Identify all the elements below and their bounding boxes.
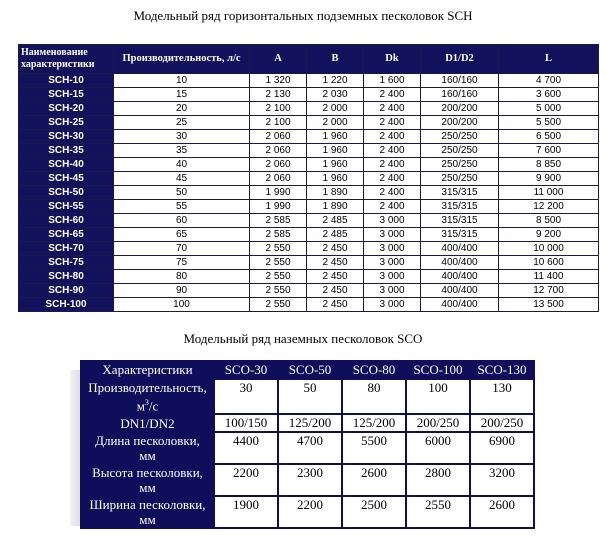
- label-unit: мм: [139, 480, 156, 496]
- table-cell: 15: [114, 88, 250, 102]
- table-cell: 2 585: [250, 228, 307, 242]
- table-cell: 3 000: [364, 298, 421, 312]
- table-cell: 1 990: [250, 200, 307, 214]
- table-cell: 250/250: [421, 172, 499, 186]
- table-cell: 125/200: [278, 414, 342, 432]
- label-text: Ширина песколовки,: [89, 497, 206, 513]
- header-b: B: [307, 45, 364, 74]
- table-cell: 7 600: [499, 144, 599, 158]
- table-row: [19, 116, 599, 130]
- table-shadow: [70, 370, 80, 526]
- table-cell: 2 060: [250, 158, 307, 172]
- table-cell: 45: [114, 172, 250, 186]
- table-cell: 30: [114, 130, 250, 144]
- table-cell: 2 550: [250, 256, 307, 270]
- sco-header-label: Характеристики: [81, 361, 214, 379]
- table-cell: 2 400: [364, 116, 421, 130]
- table-cell: 250/250: [421, 144, 499, 158]
- table-cell: 2 400: [364, 158, 421, 172]
- table-cell: 2 060: [250, 144, 307, 158]
- table-cell: 11 400: [499, 270, 599, 284]
- table-cell: 1 960: [307, 158, 364, 172]
- sco-row-capacity: [81, 379, 534, 414]
- table-cell: 160/160: [421, 88, 499, 102]
- table-cell: 70: [114, 242, 250, 256]
- table-cell: 2 130: [250, 88, 307, 102]
- table-cell: 100: [114, 298, 250, 312]
- table-cell: 400/400: [421, 270, 499, 284]
- table-row: [19, 284, 599, 298]
- table-cell: 100: [406, 379, 470, 414]
- table-row: [19, 158, 599, 172]
- table-cell: 12 700: [499, 284, 599, 298]
- table-cell: 1 960: [307, 172, 364, 186]
- table-cell: 2300: [278, 464, 342, 496]
- table-cell: 5 500: [499, 116, 599, 130]
- header-a: A: [250, 45, 307, 74]
- table-cell: 2 450: [307, 270, 364, 284]
- table-row: [19, 256, 599, 270]
- sco-table-title: Модельный ряд наземных песколовок SCO: [183, 331, 423, 346]
- label-text: Длина песколовки,: [95, 433, 200, 449]
- table-cell: 9 900: [499, 172, 599, 186]
- model-name-cell: SCH-20: [19, 102, 114, 116]
- table-row: [19, 186, 599, 200]
- sco-row-label: [81, 379, 214, 414]
- table-cell: 2200: [214, 464, 278, 496]
- table-cell: 400/400: [421, 256, 499, 270]
- table-cell: 50: [278, 379, 342, 414]
- table-cell: 315/315: [421, 228, 499, 242]
- table-cell: 400/400: [421, 298, 499, 312]
- table-row: [19, 228, 599, 242]
- table-cell: 2 585: [250, 214, 307, 228]
- label-text: Производительность,: [88, 380, 207, 395]
- table-cell: 2 550: [250, 270, 307, 284]
- sco-row-height: [81, 464, 534, 496]
- table-cell: 10: [114, 74, 250, 88]
- table-cell: 5500: [342, 432, 406, 464]
- table-cell: 4400: [214, 432, 278, 464]
- label-sup: 3: [144, 398, 149, 407]
- model-name-cell: SCH-40: [19, 158, 114, 172]
- sco-row-length: [81, 432, 534, 464]
- table-cell: 130: [470, 379, 534, 414]
- table-cell: 2 000: [307, 116, 364, 130]
- header-name: Наименование характеристики: [19, 45, 114, 74]
- table-cell: 90: [114, 284, 250, 298]
- table-row: [19, 270, 599, 284]
- table-row: [19, 172, 599, 186]
- table-cell: 315/315: [421, 186, 499, 200]
- header-dk: Dk: [364, 45, 421, 74]
- model-name-cell: SCH-15: [19, 88, 114, 102]
- table-cell: 250/250: [421, 130, 499, 144]
- table-cell: 2550: [406, 496, 470, 528]
- sco-row-label: [81, 496, 214, 528]
- sco-row-label: [81, 464, 214, 496]
- sco-model-table: [80, 360, 535, 529]
- table-cell: 3 000: [364, 256, 421, 270]
- table-cell: 1 960: [307, 144, 364, 158]
- table-cell: 2 100: [250, 102, 307, 116]
- table-cell: 1 990: [250, 186, 307, 200]
- model-name-cell: SCH-80: [19, 270, 114, 284]
- sco-header-row: [81, 361, 534, 379]
- table-row: [19, 74, 599, 88]
- table-cell: 9 200: [499, 228, 599, 242]
- table-cell: 55: [114, 200, 250, 214]
- table-cell: 3 000: [364, 270, 421, 284]
- table-cell: 2600: [470, 496, 534, 528]
- table-cell: 10 000: [499, 242, 599, 256]
- table-cell: 100/150: [214, 414, 278, 432]
- table-cell: 2 400: [364, 88, 421, 102]
- model-name-cell: SCH-60: [19, 214, 114, 228]
- header-l: L: [499, 45, 599, 74]
- table-cell: 4700: [278, 432, 342, 464]
- table-cell: 60: [114, 214, 250, 228]
- table-cell: 10 600: [499, 256, 599, 270]
- model-name-cell: SCH-35: [19, 144, 114, 158]
- table-cell: 3 000: [364, 284, 421, 298]
- table-cell: 2800: [406, 464, 470, 496]
- table-cell: 4 700: [499, 74, 599, 88]
- sco-model-header: SCO-30: [214, 361, 278, 379]
- model-name-cell: SCH-75: [19, 256, 114, 270]
- table-cell: 2 400: [364, 186, 421, 200]
- table-cell: 13 500: [499, 298, 599, 312]
- table-cell: 50: [114, 186, 250, 200]
- table-cell: 400/400: [421, 242, 499, 256]
- table-cell: 1 600: [364, 74, 421, 88]
- table-cell: 2 000: [307, 102, 364, 116]
- table-cell: 5 000: [499, 102, 599, 116]
- table-cell: 160/160: [421, 74, 499, 88]
- table-row: [19, 102, 599, 116]
- table-cell: 1 890: [307, 200, 364, 214]
- sco-row-dn: [81, 414, 534, 432]
- table-cell: 2 485: [307, 228, 364, 242]
- table-cell: 2 450: [307, 298, 364, 312]
- sco-row-label: [81, 432, 214, 464]
- table-cell: 2 485: [307, 214, 364, 228]
- model-name-cell: SCH-25: [19, 116, 114, 130]
- table-cell: 65: [114, 228, 250, 242]
- table-cell: 2 060: [250, 172, 307, 186]
- table-row: [19, 144, 599, 158]
- sch-table-title: Модельный ряд горизонтальных подземных песколовок SCH: [133, 8, 473, 23]
- label-unit: мм: [139, 512, 156, 528]
- table-cell: 30: [214, 379, 278, 414]
- table-cell: 2 550: [250, 298, 307, 312]
- table-cell: 40: [114, 158, 250, 172]
- table-row: [19, 214, 599, 228]
- header-d1d2: D1/D2: [421, 45, 499, 74]
- sco-row-width: [81, 496, 534, 528]
- table-cell: 250/250: [421, 158, 499, 172]
- model-name-cell: SCH-30: [19, 130, 114, 144]
- table-cell: 2 400: [364, 200, 421, 214]
- table-cell: 1900: [214, 496, 278, 528]
- label-unit: м: [136, 398, 145, 414]
- table-cell: 6000: [406, 432, 470, 464]
- table-cell: 2 450: [307, 284, 364, 298]
- model-name-cell: SCH-100: [19, 298, 114, 312]
- sco-model-header: SCO-100: [406, 361, 470, 379]
- table-cell: 200/250: [406, 414, 470, 432]
- table-cell: 20: [114, 102, 250, 116]
- table-cell: 2500: [342, 496, 406, 528]
- table-cell: 2 400: [364, 130, 421, 144]
- table-cell: 3 000: [364, 214, 421, 228]
- table-cell: 2 400: [364, 172, 421, 186]
- table-cell: 6 500: [499, 130, 599, 144]
- table-cell: 315/315: [421, 200, 499, 214]
- table-row: [19, 298, 599, 312]
- label-tail: /с: [148, 398, 159, 414]
- table-cell: 200/200: [421, 102, 499, 116]
- table-cell: 80: [114, 270, 250, 284]
- table-row: [19, 130, 599, 144]
- model-name-cell: SCH-70: [19, 242, 114, 256]
- table-cell: 400/400: [421, 284, 499, 298]
- table-cell: 200/200: [421, 116, 499, 130]
- table-cell: 25: [114, 116, 250, 130]
- table-cell: 12 200: [499, 200, 599, 214]
- table-cell: 3 600: [499, 88, 599, 102]
- table-cell: 8 500: [499, 214, 599, 228]
- table-cell: 2 550: [250, 284, 307, 298]
- table-cell: 2 100: [250, 116, 307, 130]
- table-cell: 2600: [342, 464, 406, 496]
- sch-model-table: [18, 44, 599, 312]
- table-cell: 1 890: [307, 186, 364, 200]
- table-cell: 35: [114, 144, 250, 158]
- sco-model-header: SCO-130: [470, 361, 534, 379]
- model-name-cell: SCH-55: [19, 200, 114, 214]
- table-cell: 6900: [470, 432, 534, 464]
- table-cell: 1 320: [250, 74, 307, 88]
- model-name-cell: SCH-50: [19, 186, 114, 200]
- label-text: Высота песколовки,: [92, 465, 203, 481]
- table-cell: 2 450: [307, 256, 364, 270]
- sch-header-row: [19, 45, 599, 74]
- table-row: [19, 242, 599, 256]
- table-cell: 8 850: [499, 158, 599, 172]
- table-cell: 125/200: [342, 414, 406, 432]
- table-row: [19, 200, 599, 214]
- table-cell: 3200: [470, 464, 534, 496]
- model-name-cell: SCH-90: [19, 284, 114, 298]
- label-unit: мм: [139, 448, 156, 464]
- table-cell: 3 000: [364, 228, 421, 242]
- table-cell: 2 400: [364, 144, 421, 158]
- model-name-cell: SCH-45: [19, 172, 114, 186]
- sco-row-label: DN1/DN2: [81, 414, 214, 432]
- sco-model-header: SCO-80: [342, 361, 406, 379]
- table-cell: 80: [342, 379, 406, 414]
- table-cell: 200/250: [470, 414, 534, 432]
- header-capacity: Производительность, л/с: [114, 45, 250, 74]
- table-cell: 2 060: [250, 130, 307, 144]
- table-cell: 1 220: [307, 74, 364, 88]
- model-name-cell: SCH-65: [19, 228, 114, 242]
- table-cell: 315/315: [421, 214, 499, 228]
- table-cell: 2 550: [250, 242, 307, 256]
- table-cell: 2 450: [307, 242, 364, 256]
- sco-model-header: SCO-50: [278, 361, 342, 379]
- table-cell: 2 030: [307, 88, 364, 102]
- table-cell: 75: [114, 256, 250, 270]
- table-row: [19, 88, 599, 102]
- table-cell: 2 400: [364, 102, 421, 116]
- table-cell: 1 960: [307, 130, 364, 144]
- table-cell: 2200: [278, 496, 342, 528]
- table-cell: 3 000: [364, 242, 421, 256]
- model-name-cell: SCH-10: [19, 74, 114, 88]
- table-cell: 11 000: [499, 186, 599, 200]
